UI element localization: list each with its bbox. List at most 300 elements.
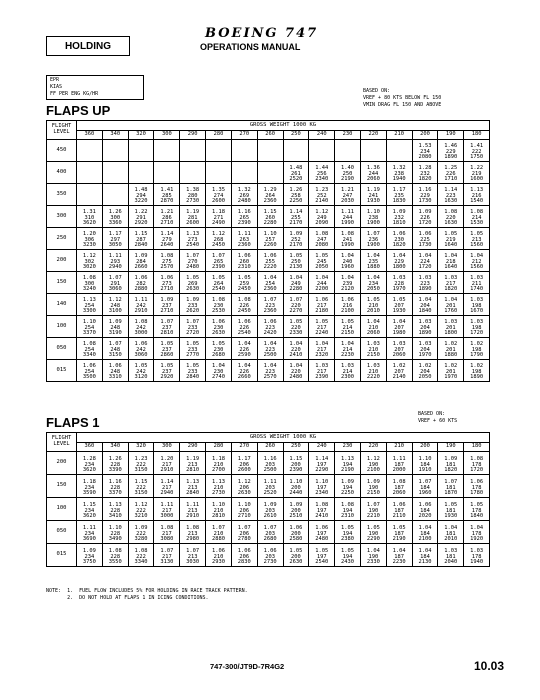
kias-value: 181	[445, 553, 456, 560]
data-cell	[335, 162, 361, 184]
fuel-flow-value: 1600	[470, 176, 484, 183]
kias-value: 198	[471, 346, 482, 353]
kias-value: 197	[316, 484, 327, 491]
kias-value: 228	[110, 530, 121, 537]
data-cell	[102, 452, 128, 475]
fuel-flow-value: 2840	[186, 374, 200, 381]
kias-value: 201	[445, 346, 456, 353]
fuel-flow-value: 2390	[211, 264, 225, 271]
epr-value: 1.07	[237, 525, 251, 532]
data-cell	[257, 250, 283, 272]
data-cell	[464, 475, 490, 498]
epr-value: 1.08	[160, 525, 174, 532]
table-row	[47, 452, 490, 475]
fuel-flow-value: 3000	[134, 330, 148, 337]
data-cell	[206, 338, 232, 360]
fuel-flow-value: 3490	[108, 536, 122, 543]
data-cell	[412, 184, 438, 206]
kias-value: 222	[471, 148, 482, 155]
fuel-flow-value: 2190	[392, 536, 406, 543]
kias-value: 230	[213, 324, 224, 331]
fuel-flow-value: 2220	[263, 264, 277, 271]
empty-cell	[206, 140, 232, 162]
fuel-flow-value: 1730	[418, 242, 432, 249]
empty-cell	[180, 140, 206, 162]
fuel-flow-value: 1820	[444, 467, 458, 474]
fuel-flow-value: 2700	[211, 467, 225, 474]
table-row	[47, 475, 490, 498]
data-cell	[386, 272, 412, 294]
epr-value: 1.17	[108, 231, 122, 238]
data-cell	[360, 316, 386, 338]
data-cell	[77, 206, 103, 228]
data-cell	[464, 338, 490, 360]
epr-value: 1.08	[341, 231, 355, 238]
weight-column-header: 270	[231, 443, 257, 452]
weight-column-header: 290	[180, 443, 206, 452]
fuel-flow-value: 2630	[186, 286, 200, 293]
weight-column-header: 190	[438, 443, 464, 452]
fuel-flow-value: 2280	[263, 220, 277, 227]
fuel-flow-value: 2920	[134, 220, 148, 227]
epr-value: 1.03	[392, 275, 406, 282]
fuel-flow-value: 2580	[289, 536, 303, 543]
fuel-flow-value: 2240	[315, 330, 329, 337]
kias-value: 187	[394, 507, 405, 514]
epr-value: 1.05	[341, 319, 355, 326]
data-cell	[231, 294, 257, 316]
data-cell	[412, 228, 438, 250]
data-cell	[335, 338, 361, 360]
fuel-flow-value: 2720	[186, 330, 200, 337]
kias-value: 198	[471, 324, 482, 331]
kias-value: 242	[136, 324, 146, 331]
data-cell	[154, 272, 180, 294]
fuel-flow-value: 2600	[186, 220, 200, 227]
fuel-flow-value: 1720	[470, 330, 484, 337]
kias-value: 237	[161, 346, 172, 353]
data-cell	[128, 316, 154, 338]
fuel-flow-value: 2480	[289, 374, 303, 381]
data-cell	[180, 544, 206, 567]
fuel-flow-value: 3120	[134, 374, 148, 381]
kias-value: 200	[291, 507, 301, 514]
fuel-flow-value: 3620	[82, 220, 96, 227]
data-cell	[412, 475, 438, 498]
fuel-flow-value: 2100	[418, 536, 432, 543]
epr-value: 1.04	[444, 253, 458, 260]
epr-value: 1.04	[289, 341, 303, 348]
kias-value: 244	[316, 280, 327, 287]
kias-value: 178	[471, 484, 482, 491]
weight-column-header: 180	[464, 443, 490, 452]
fuel-flow-value: 2030	[341, 198, 355, 205]
data-cell	[102, 294, 128, 316]
fuel-flow-value: 2020	[418, 513, 432, 520]
epr-value: 1.13	[186, 231, 200, 238]
kias-value: 210	[213, 461, 224, 468]
epr-value: 1.02	[470, 363, 484, 370]
epr-value: 1.11	[263, 479, 277, 486]
data-cell	[154, 316, 180, 338]
fuel-flow-value: 2520	[289, 176, 303, 183]
fuel-flow-value: 3060	[134, 352, 148, 359]
fuel-flow-value: 1800	[392, 264, 406, 271]
flight-level-cell: 200	[47, 452, 77, 475]
flight-level-header	[47, 433, 77, 452]
data-cell	[154, 250, 180, 272]
kias-value: 200	[291, 530, 301, 537]
empty-cell	[257, 162, 283, 184]
data-cell	[386, 162, 412, 184]
kias-value: 187	[394, 461, 405, 468]
fuel-flow-value: 1970	[418, 352, 432, 359]
data-cell	[180, 184, 206, 206]
fuel-flow-value: 1720	[418, 264, 432, 271]
kias-value: 220	[291, 324, 301, 331]
kias-value: 255	[265, 258, 275, 265]
kias-value: 194	[342, 507, 353, 514]
fuel-flow-value: 3410	[108, 513, 122, 520]
data-cell	[386, 475, 412, 498]
fuel-flow-value: 1820	[444, 286, 458, 293]
fuel-flow-value: 2600	[237, 467, 251, 474]
fuel-flow-value: 2140	[315, 198, 329, 205]
epr-value: 1.03	[366, 363, 380, 370]
kias-value: 230	[394, 236, 405, 243]
fuel-flow-value: 2190	[341, 467, 355, 474]
flight-level-header-line: FLIGHT	[51, 123, 72, 130]
data-cell	[283, 228, 309, 250]
data-cell	[309, 250, 335, 272]
weight-column-header: 200	[412, 443, 438, 452]
kias-value: 207	[394, 346, 405, 353]
epr-value: 1.07	[108, 341, 122, 348]
data-cell	[464, 140, 490, 162]
empty-cell	[386, 140, 412, 162]
epr-value: 1.36	[366, 165, 380, 172]
fuel-flow-value: 1960	[341, 264, 355, 271]
epr-value: 1.08	[82, 275, 96, 282]
fuel-flow-value: 2250	[289, 198, 303, 205]
flight-level-cell: 150	[47, 475, 77, 498]
data-cell	[386, 498, 412, 521]
epr-value: 1.11	[186, 502, 200, 509]
kias-value: 204	[420, 368, 430, 375]
table-row	[47, 316, 490, 338]
fuel-flow-value: 3370	[108, 490, 122, 497]
epr-value: 1.05	[186, 363, 200, 370]
epr-value: 1.02	[470, 341, 484, 348]
data-cell	[386, 452, 412, 475]
kias-value: 197	[316, 507, 327, 514]
kias-value: 200	[291, 484, 301, 491]
fuel-flow-value: 2590	[237, 352, 251, 359]
data-cell	[180, 452, 206, 475]
kias-value: 285	[161, 192, 172, 199]
fuel-flow-value: 2360	[237, 242, 251, 249]
data-cell	[154, 475, 180, 498]
fuel-flow-value: 3390	[108, 467, 122, 474]
kias-value: 217	[161, 461, 172, 468]
fuel-flow-value: 3020	[82, 264, 96, 271]
fuel-flow-value: 2860	[160, 352, 174, 359]
kias-value: 184	[420, 461, 430, 468]
kias-value: 223	[265, 368, 275, 375]
weight-column-header: 230	[335, 131, 361, 140]
fuel-flow-value: 2130	[418, 559, 432, 566]
data-cell	[309, 338, 335, 360]
kias-value: 230	[213, 346, 224, 353]
kias-value: 233	[187, 324, 198, 331]
fuel-flow-value: 2500	[263, 467, 277, 474]
epr-value: 1.13	[341, 456, 355, 463]
kias-value: 279	[161, 236, 172, 243]
fuel-flow-value: 2260	[263, 242, 277, 249]
kias-value: 222	[136, 530, 146, 537]
data-cell	[335, 475, 361, 498]
epr-value: 1.07	[211, 253, 225, 260]
data-cell	[77, 338, 103, 360]
fuel-flow-value: 1810	[392, 220, 406, 227]
kias-value: 203	[265, 553, 275, 560]
epr-value: 1.06	[211, 319, 225, 326]
kias-value: 220	[291, 368, 301, 375]
kias-value: 217	[161, 484, 172, 491]
weight-column-header: 320	[128, 443, 154, 452]
fuel-flow-value: 1790	[470, 352, 484, 359]
flight-level-cell: 100	[47, 498, 77, 521]
kias-value: 206	[239, 484, 250, 491]
flight-level-cell: 350	[47, 184, 77, 206]
kias-value: 181	[445, 461, 456, 468]
data-cell	[180, 272, 206, 294]
fuel-flow-value: 2610	[263, 513, 277, 520]
kias-value: 282	[136, 280, 146, 287]
epr-value: 1.07	[418, 479, 432, 486]
kias-value: 213	[187, 530, 198, 537]
epr-value: 1.09	[263, 502, 277, 509]
fuel-flow-value: 1870	[444, 490, 458, 497]
fuel-flow-value: 1560	[470, 264, 484, 271]
data-cell	[206, 184, 232, 206]
epr-value: 1.10	[366, 209, 380, 216]
data-cell	[283, 338, 309, 360]
data-cell	[335, 544, 361, 567]
fuel-flow-value: 2120	[341, 286, 355, 293]
fuel-flow-value: 1760	[444, 308, 458, 315]
flaps-1-title: FLAPS 1	[46, 415, 100, 430]
fuel-flow-value: 2200	[315, 286, 329, 293]
kias-value: 204	[420, 324, 430, 331]
epr-value: 1.03	[315, 363, 329, 370]
epr-value: 1.10	[211, 502, 225, 509]
fuel-flow-value: 2710	[237, 513, 251, 520]
epr-value: 1.11	[341, 209, 355, 216]
data-cell	[102, 250, 128, 272]
kias-value: 245	[316, 258, 327, 265]
fuel-flow-value: 1920	[470, 536, 484, 543]
data-cell	[180, 338, 206, 360]
epr-value: 1.02	[444, 341, 458, 348]
epr-value: 1.05	[237, 275, 251, 282]
data-cell	[386, 228, 412, 250]
fuel-flow-value: 2440	[289, 490, 303, 497]
epr-value: 1.04	[263, 341, 277, 348]
flight-level-cell: 015	[47, 544, 77, 567]
kias-value: 214	[342, 346, 353, 353]
epr-value: 1.20	[160, 456, 174, 463]
data-cell	[438, 294, 464, 316]
kias-value: 260	[265, 214, 275, 221]
kias-value: 213	[187, 507, 198, 514]
data-cell	[386, 294, 412, 316]
epr-value: 1.29	[263, 187, 277, 194]
kias-value: 210	[213, 553, 224, 560]
empty-cell	[231, 162, 257, 184]
data-cell	[309, 206, 335, 228]
epr-value: 1.12	[237, 479, 251, 486]
fuel-flow-value: 2110	[392, 513, 406, 520]
epr-value: 1.05	[470, 231, 484, 238]
data-cell	[206, 316, 232, 338]
fuel-flow-value: 1880	[366, 264, 380, 271]
fuel-flow-value: 1930	[366, 198, 380, 205]
epr-value: 1.09	[160, 297, 174, 304]
data-cell	[154, 206, 180, 228]
fuel-flow-value: 1560	[470, 242, 484, 249]
epr-value: 1.05	[315, 319, 329, 326]
epr-value: 1.11	[237, 231, 251, 238]
fuel-flow-value: 2340	[315, 176, 329, 183]
data-cell	[128, 250, 154, 272]
fuel-flow-value: 2480	[237, 198, 251, 205]
kias-value: 275	[161, 258, 172, 265]
kias-value: 280	[187, 192, 198, 199]
fuel-flow-value: 1890	[418, 330, 432, 337]
data-cell	[464, 360, 490, 382]
epr-value: 1.04	[263, 275, 277, 282]
kias-value: 261	[291, 170, 301, 177]
kias-value: 222	[136, 484, 146, 491]
kias-value: 223	[265, 302, 275, 309]
kias-value: 247	[342, 192, 353, 199]
fuel-flow-value: 1970	[444, 374, 458, 381]
weight-column-header: 360	[77, 131, 103, 140]
data-cell	[77, 475, 103, 498]
fuel-flow-value: 2100	[366, 467, 380, 474]
weight-column-header: 280	[206, 131, 232, 140]
epr-value: 1.04	[392, 319, 406, 326]
fuel-flow-value: 2330	[289, 330, 303, 337]
kias-value: 217	[316, 346, 327, 353]
epr-value: 1.07	[289, 297, 303, 304]
data-cell	[128, 360, 154, 382]
data-cell	[412, 272, 438, 294]
fuel-flow-value: 2730	[263, 559, 277, 566]
data-cell	[309, 316, 335, 338]
epr-value: 1.07	[186, 548, 200, 555]
epr-value: 1.08	[341, 502, 355, 509]
data-cell	[154, 184, 180, 206]
fuel-flow-value: 2480	[186, 264, 200, 271]
weight-column-header: 210	[386, 443, 412, 452]
data-cell	[206, 498, 232, 521]
fuel-flow-value: 3750	[82, 559, 96, 566]
epr-value: 1.17	[237, 456, 251, 463]
data-cell	[180, 475, 206, 498]
data-cell	[283, 360, 309, 382]
flaps-up-title: FLAPS UP	[46, 103, 111, 118]
kias-value: 291	[136, 214, 146, 221]
epr-value: 1.15	[82, 502, 96, 509]
epr-value: 1.08	[444, 209, 458, 216]
cell-legend	[46, 75, 144, 100]
epr-value: 1.16	[263, 456, 277, 463]
data-cell	[309, 544, 335, 567]
data-cell	[77, 498, 103, 521]
kias-value: 206	[239, 461, 250, 468]
epr-value: 1.08	[315, 502, 329, 509]
data-cell	[154, 452, 180, 475]
epr-value: 1.06	[315, 525, 329, 532]
fuel-flow-value: 2620	[186, 308, 200, 315]
kias-value: 197	[316, 461, 327, 468]
epr-value: 1.05	[289, 548, 303, 555]
fuel-flow-value: 2830	[237, 559, 251, 566]
fuel-flow-value: 2680	[211, 352, 225, 359]
kias-value: 223	[445, 192, 456, 199]
data-cell	[283, 206, 309, 228]
kias-value: 178	[471, 553, 482, 560]
data-cell	[438, 206, 464, 228]
kias-value: 190	[368, 553, 379, 560]
fuel-flow-value: 2930	[211, 559, 225, 566]
weight-column-header: 180	[464, 131, 490, 140]
fuel-flow-value: 2540	[315, 559, 329, 566]
kias-value: 219	[445, 236, 456, 243]
kias-value: 234	[368, 280, 379, 287]
fuel-flow-value: 1840	[470, 513, 484, 520]
epr-value: 1.04	[392, 253, 406, 260]
data-cell	[206, 272, 232, 294]
fuel-flow-value: 2810	[211, 513, 225, 520]
kias-value: 226	[239, 368, 250, 375]
epr-value: 1.06	[237, 319, 251, 326]
epr-value: 1.14	[444, 187, 458, 194]
data-cell	[309, 521, 335, 544]
epr-value: 1.05	[366, 297, 380, 304]
kias-value: 200	[291, 461, 301, 468]
epr-value: 1.05	[186, 275, 200, 282]
fuel-flow-value: 3150	[134, 467, 148, 474]
kias-value: 219	[471, 170, 482, 177]
data-cell	[154, 521, 180, 544]
data-cell	[335, 228, 361, 250]
kias-value: 247	[316, 236, 327, 243]
epr-value: 1.03	[470, 275, 484, 282]
epr-value: 1.06	[470, 479, 484, 486]
data-cell	[386, 316, 412, 338]
epr-value: 1.12	[211, 231, 225, 238]
data-cell	[283, 521, 309, 544]
fuel-flow-value: 2730	[186, 198, 200, 205]
kias-value: 207	[394, 368, 405, 375]
data-cell	[283, 475, 309, 498]
fuel-flow-value: 2910	[134, 308, 148, 315]
epr-value: 1.03	[444, 319, 458, 326]
kias-value: 190	[368, 507, 379, 514]
